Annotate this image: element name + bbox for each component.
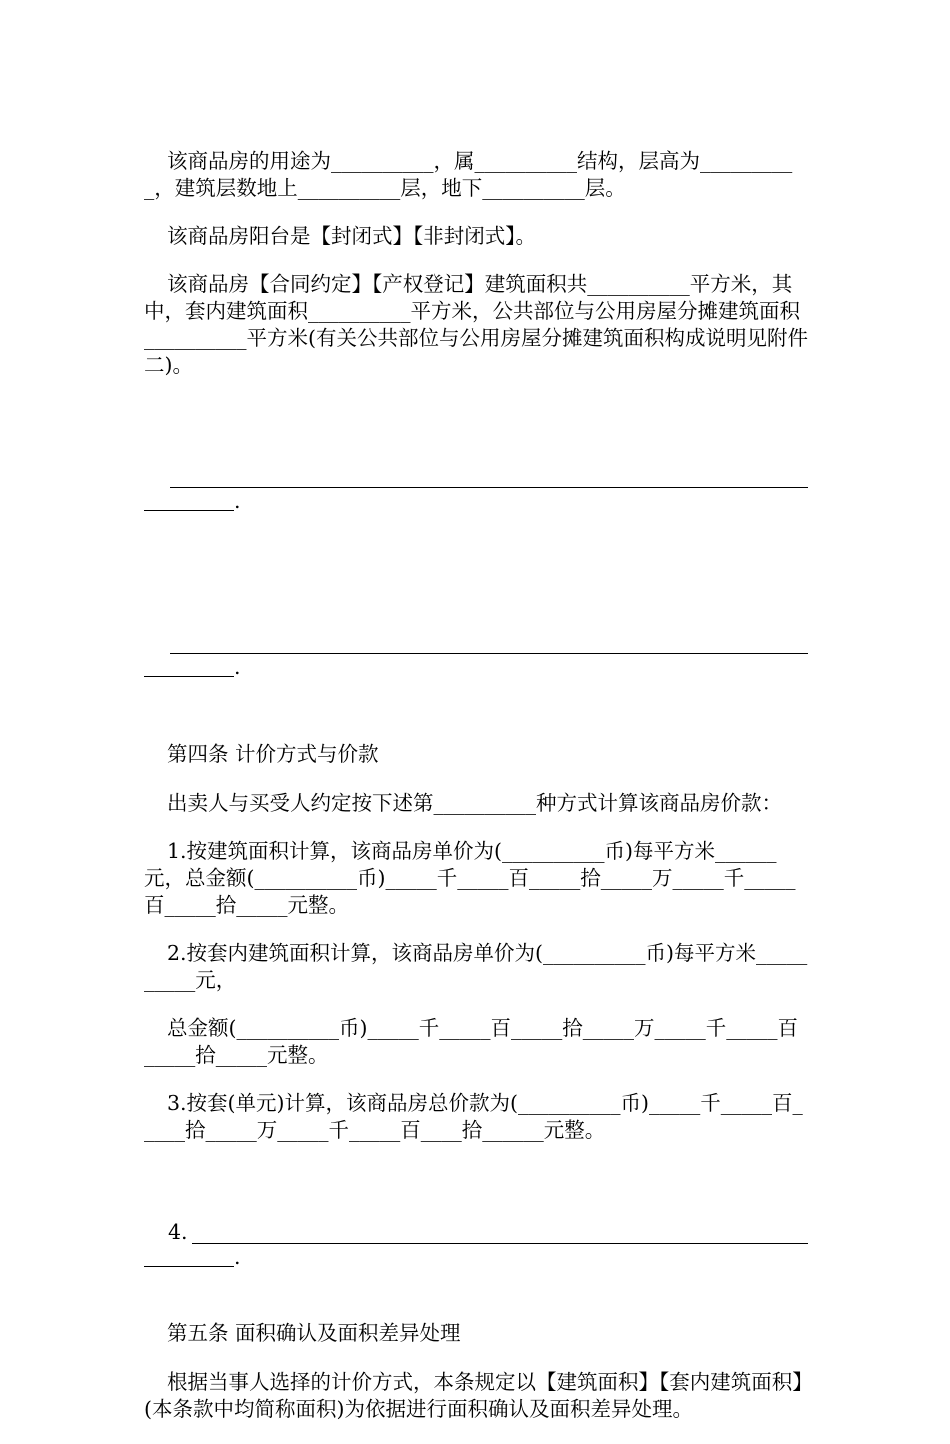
option-4-rule [168, 1219, 808, 1244]
option-4-prefix: 4. [168, 1220, 188, 1244]
area-confirmation-paragraph: 根据当事人选择的计价方式，本条规定以【建筑面积】【套内建筑面积】(本条款中均简称面积)为依据进行面积确认及面积差异处理。 [144, 1370, 803, 1421]
pricing-method-paragraph: 出卖人与买受人约定按下述第__________种方式计算该商品房价款： [167, 791, 782, 815]
blank-rule [170, 629, 808, 654]
option-4-tail [144, 1244, 234, 1267]
pricing-option-2: 2.按套内建筑面积计算，该商品房单价为(__________币)每平方米__________元， [144, 941, 808, 992]
blank-tail [144, 654, 234, 677]
pricing-option-3: 3.按套(单元)计算，该商品房总价款为(__________币)_____千_____百_____拾_____万_____千_____百____拾______元整。 [144, 1091, 803, 1142]
blank-line-2 [144, 575, 808, 708]
area-paragraph: 该商品房【合同约定】【产权登记】建筑面积共__________平方米，其中，套内建筑面积__________平方米，公共部位与公用房屋分摊建筑面积__________平方米(有关公共部位与公用房屋分摊建筑面积构成说明见附件二)。 [144, 272, 808, 377]
pricing-option-4 [144, 1165, 808, 1298]
pricing-option-2-total: 总金额(__________币)_____千_____百_____拾_____万_____千_____百_____拾_____元整。 [144, 1016, 798, 1067]
article-4-heading: 第四条 计价方式与价款 [167, 742, 379, 766]
document-body [144, 148, 808, 1444]
blank-end: . [234, 489, 241, 513]
article-5-heading: 第五条 面积确认及面积差异处理 [167, 1321, 461, 1345]
blank-line-1 [144, 409, 808, 542]
usage-structure-paragraph: 该商品房的用途为__________，属__________结构，层高为__________，建筑层数地上__________层，地下__________层。 [144, 149, 793, 200]
pricing-option-1: 1.按建筑面积计算，该商品房单价为(__________币)每平方米______元，总金额(__________币)_____千_____百_____拾_____万_____千_____百_____拾_____元整。 [144, 839, 796, 917]
blank-end: . [234, 655, 241, 679]
balcony-paragraph: 该商品房阳台是【封闭式】【非封闭式】。 [167, 224, 536, 248]
blank-tail [144, 488, 234, 511]
blank-rule [170, 463, 808, 488]
option-4-end: . [234, 1245, 241, 1269]
